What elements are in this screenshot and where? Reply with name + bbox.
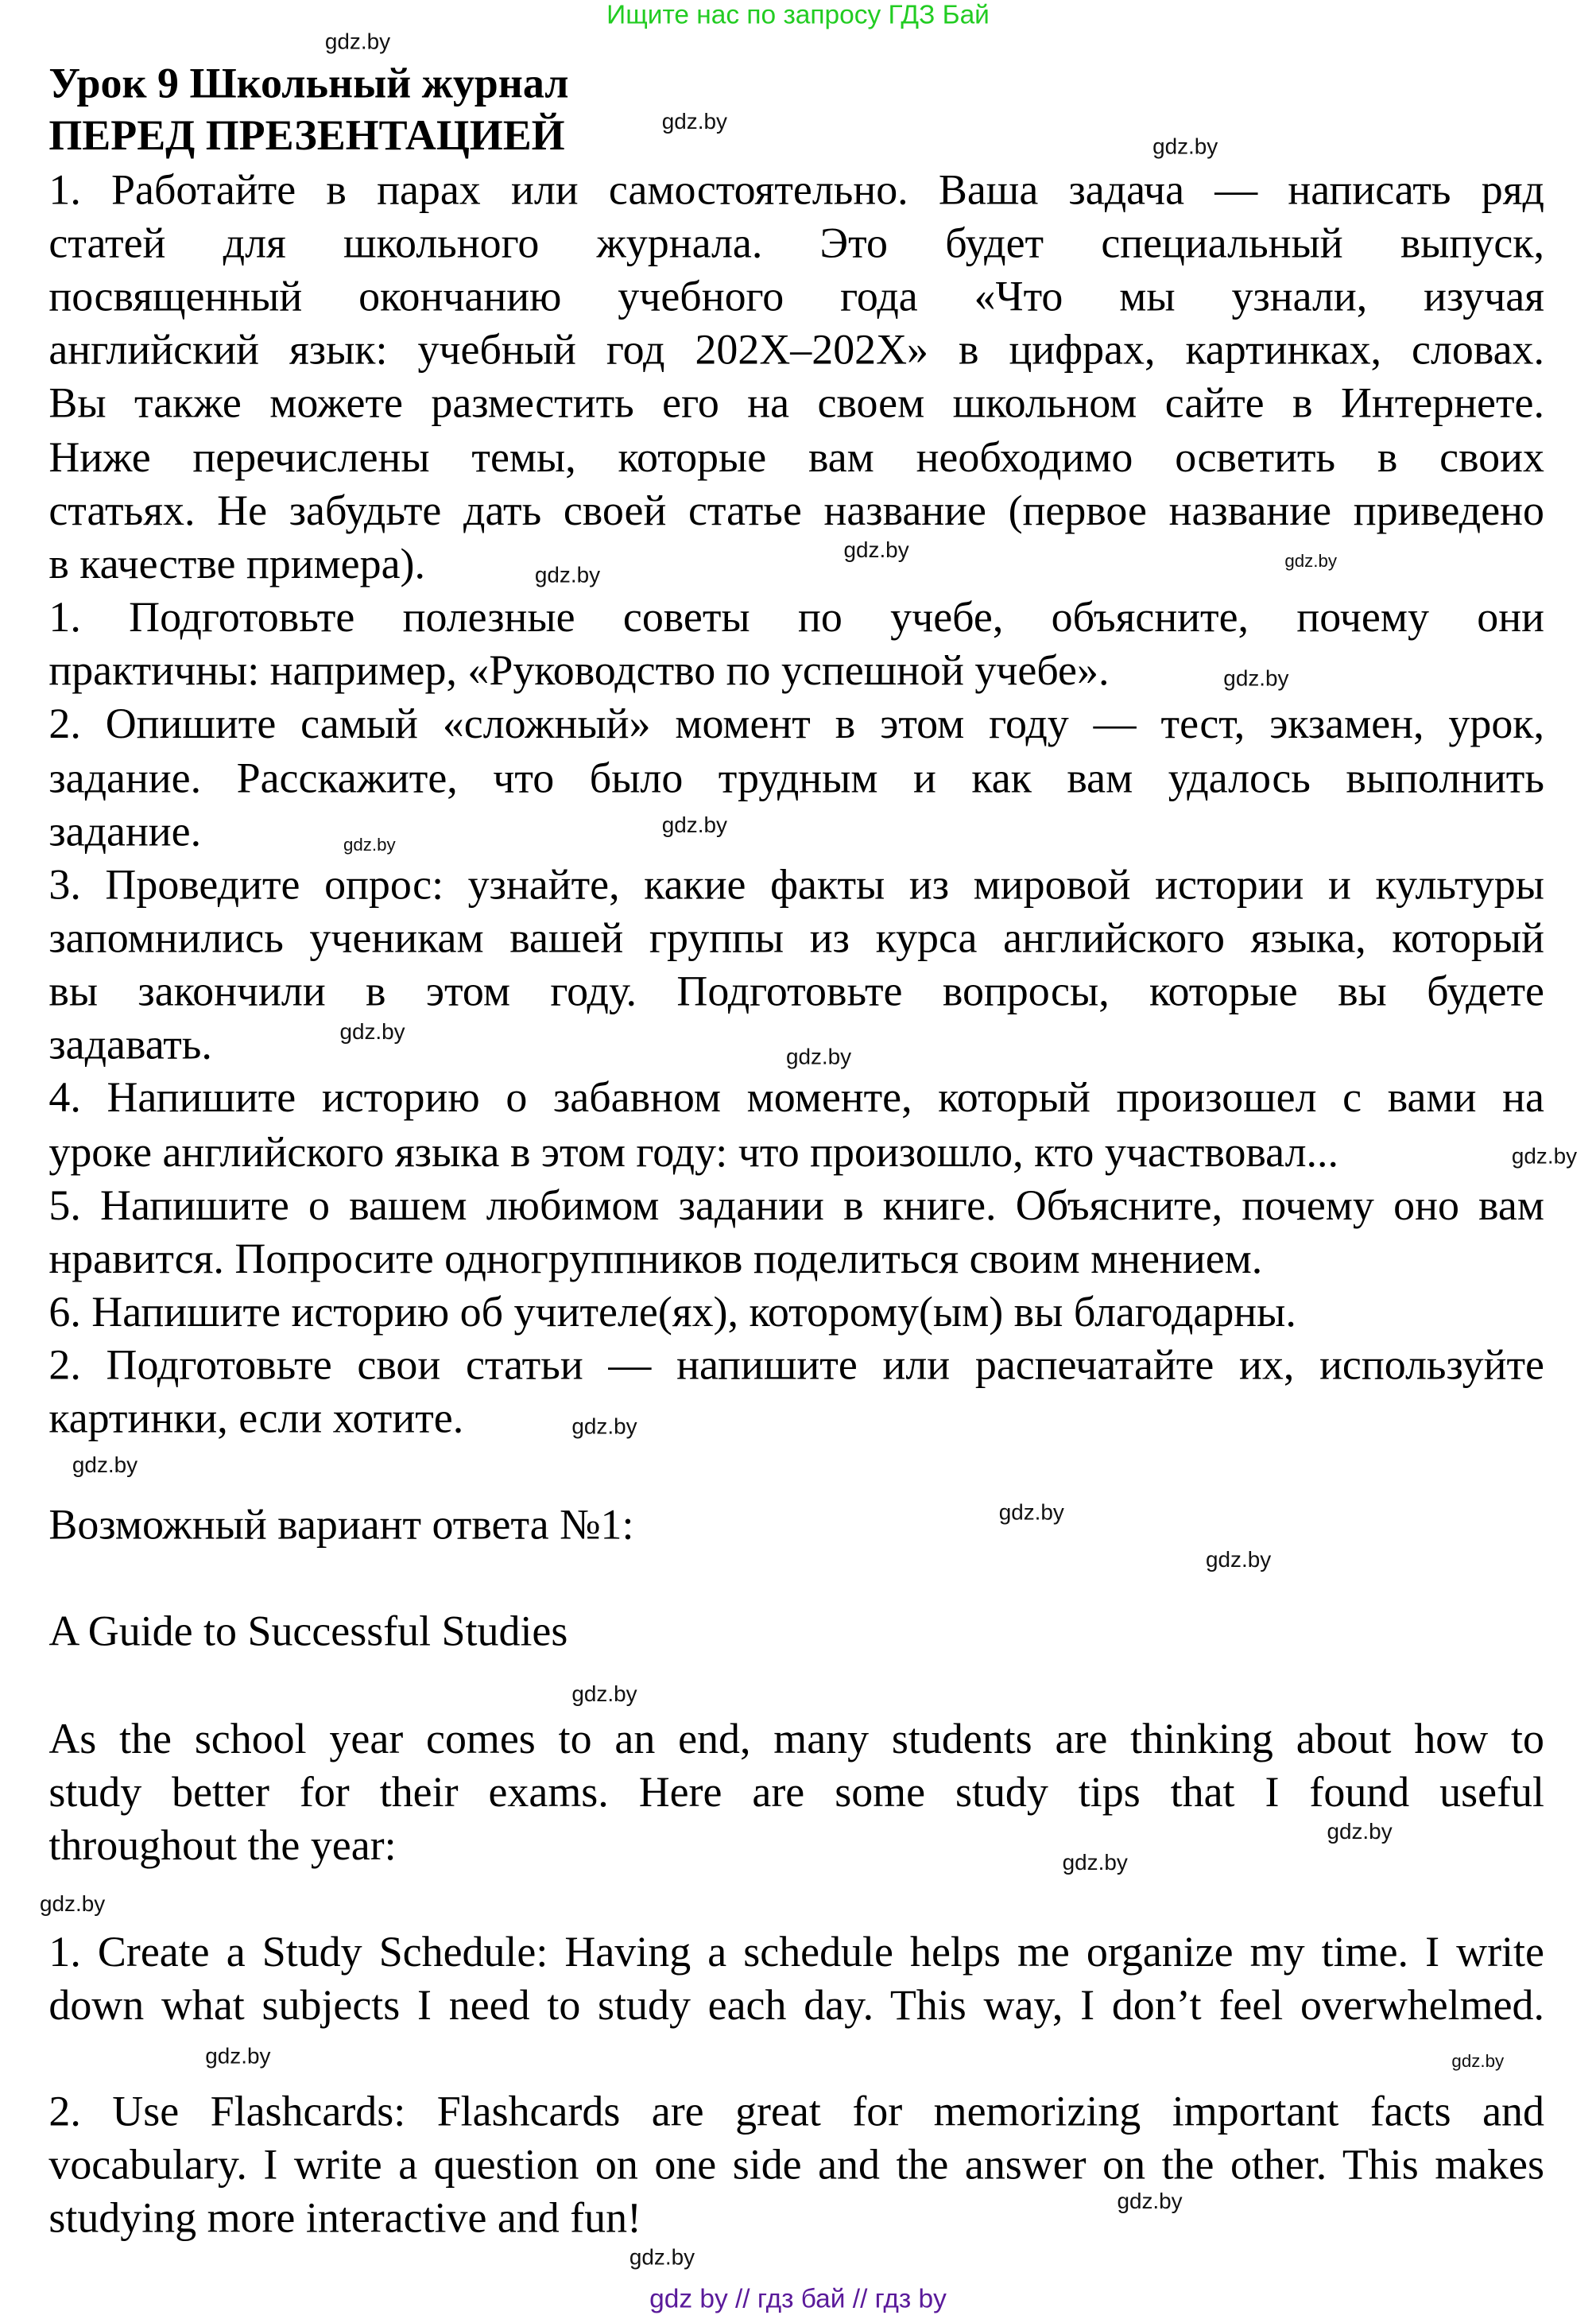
watermark: gdz.by [571,1681,637,1708]
watermark: gdz.by [998,1500,1064,1526]
watermark: gdz.by [1206,1547,1272,1573]
watermark: gdz.by [40,1891,106,1918]
watermark: gdz.by [339,1019,405,1045]
text-line: задавать. [48,1021,212,1069]
text-line: 4. Напишите историю о забавном моменте, который произошел с вами на [48,1074,1544,1123]
watermark: gdz.by [1223,666,1289,692]
footer-links[interactable]: gdz by // гдз бай // гдз by [649,2283,947,2313]
text-line: 6. Напишите историю об учителе(ях), которому(ым) вы благодарны. [48,1289,1296,1336]
heading-line: ПЕРЕД ПРЕЗЕНТАЦИЕЙ [48,112,565,160]
text-line: 3. Проведите опрос: узнайте, какие факты из мировой истории и культуры [48,861,1544,909]
heading-line: Урок 9 Школьный журнал [48,60,569,108]
watermark: gdz.by [324,29,391,55]
text-line: английский язык: учебный год 202X–202X» в цифрах, картинках, словах. [48,326,1544,374]
text-line: картинки, если хотите. [48,1395,464,1443]
watermark: gdz.by [1062,1850,1128,1876]
text-line: уроке английского языка в этом году: что произошло, кто участвовал... [48,1129,1338,1177]
text-line: Возможный вариант ответа №1: [48,1502,634,1549]
text-line: throughout the year: [48,1822,397,1871]
text-line: down what subjects I need to study each day. This way, I don’t feel overwhelmed. [48,1982,1544,2030]
watermark: gdz.by [843,537,909,564]
text-line: вы закончили в этом году. Подготовьте вопросы, которые вы будете [48,967,1544,1016]
watermark: gdz.by [534,563,601,589]
watermark: gdz.by [571,1414,637,1440]
text-line: A Guide to Successful Studies [48,1607,568,1656]
text-line: статьях. Не забудьте дать своей статье название (первое название приведено [48,487,1544,536]
text-line: 2. Опишите самый «сложный» момент в этом году — тест, экзамен, урок, [48,700,1544,748]
text-line: Ниже перечислены темы, которые вам необходимо осветить в своих [48,434,1544,483]
text-line: статей для школьного журнала. Это будет специальный выпуск, [48,220,1544,268]
text-line: 5. Напишите о вашем любимом задании в книге. Объясните, почему оно вам [48,1182,1544,1230]
watermark: gdz.by [1511,1144,1578,1169]
watermark: gdz.by [72,1452,138,1479]
watermark: gdz.by [205,2044,271,2070]
text-line: практичны: например, «Руководство по успешной учебе». [48,647,1110,695]
text-line: задание. [48,809,202,856]
text-line: study better for their exams. Here are some study tips that I found useful [48,1769,1544,1817]
watermark: gdz.by [1152,134,1218,160]
text-line: studying more interactive and fun! [48,2195,642,2243]
watermark: gdz.by [661,109,727,135]
watermark: gdz.by [1451,2050,1505,2072]
text-line: 2. Use Flashcards: Flashcards are great for memorizing important facts and [48,2088,1544,2136]
text-line: запомнились ученикам вашей группы из курса английского языка, который [48,914,1544,963]
text-line: 2. Подготовьте свои статьи — напишите или распечатайте их, используйте [48,1342,1544,1390]
text-line: 1. Подготовьте полезные советы по учебе, объясните, почему они [48,594,1544,642]
watermark: gdz.by [1327,1819,1393,1845]
text-line: в качестве примера). [48,541,425,589]
watermark: gdz.by [1117,2189,1183,2215]
top-banner[interactable]: Ищите нас по запросу ГДЗ Бай [606,0,990,30]
watermark: gdz.by [629,2245,695,2270]
text-line: 1. Create a Study Schedule: Having a schedule helps me organize my time. I write [48,1929,1544,1976]
text-line: посвященный окончанию учебного года «Что мы узнали, изучая [48,273,1544,321]
watermark: gdz.by [785,1045,852,1071]
text-line: задание. Расскажите, что было трудным и как вам удалось выполнить [48,755,1544,803]
watermark: gdz.by [1284,550,1338,572]
text-line: As the school year comes to an end, many students are thinking about how to [48,1716,1544,1764]
text-line: Вы также можете разместить его на своем школьном сайте в Интернете. [48,379,1544,428]
text-line: нравится. Попросите одногруппников поделиться своим мнением. [48,1235,1263,1283]
watermark: gdz.by [343,834,396,855]
watermark: gdz.by [661,812,727,839]
text-line: 1. Работайте в парах или самостоятельно. Ваша задача — написать ряд [48,167,1544,215]
text-line: vocabulary. I write a question on one side and the answer on the other. This makes [48,2142,1544,2189]
